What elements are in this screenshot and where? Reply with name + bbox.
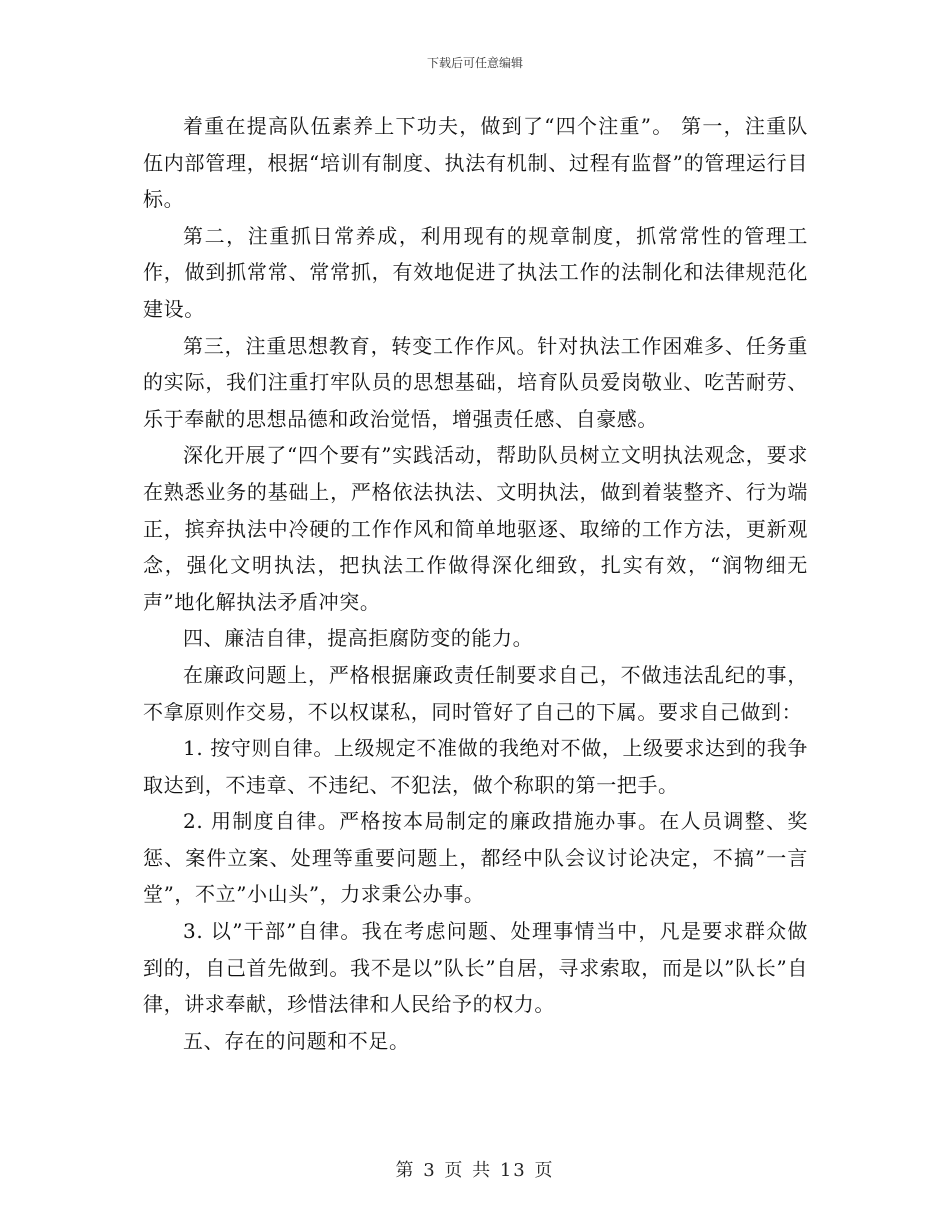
- paragraph-6: 在廉政问题上，严格根据廉政责任制要求自己，不做违法乱纪的事，不拿原则作交易，不以权谋私，同时管好了自己的下属。要求自己做到：: [143, 662, 808, 724]
- list-item-2: 2. 用制度自律。严格按本局制定的廉政措施办事。在人员调整、奖惩、案件立案、处理等重要问题上，都经中队会议讨论决定，不搞”一言堂”，不立”小山头”，力求秉公办事。: [143, 809, 808, 907]
- page-footer: 第 3 页 共 13 页: [395, 1160, 555, 1181]
- section-heading-4: 四、廉洁自律，提高拒腐防变的能力。: [183, 626, 534, 651]
- page-header: 下载后可任意编辑: [426, 56, 523, 70]
- paragraph-2: 第二，注重抓日常养成，利用现有的规章制度，抓常常性的管理工作，做到抓常常、常常抓，有效地促进了执法工作的法制化和法律规范化建设。: [143, 223, 808, 321]
- list-item-1: 1. 按守则自律。上级规定不准做的我绝对不做，上级要求达到的我争取达到，不违章、不违纪、不犯法，做个称职的第一把手。: [143, 736, 808, 797]
- paragraph-4: 深化开展了“四个要有”实践活动，帮助队员树立文明执法观念，要求在熟悉业务的基础上，严格依法执法、文明执法，做到着装整齐、行为端正，摈弃执法中冷硬的工作作风和简单地驱逐、取缔的工作方法，更新观念，强化文明执法，把执法工作做得深化细致，扎实有效，“润物细无声”地化解执法矛盾冲突。: [143, 443, 808, 614]
- section-heading-5: 五、存在的问题和不足。: [183, 1028, 410, 1053]
- list-item-3: 3. 以”干部”自律。我在考虑问题、处理事情当中，凡是要求群众做到的，自己首先做到。我不是以”队长”自居，寻求索取，而是以”队长”自律，讲求奉献，珍惜法律和人民给予的权力。: [143, 919, 808, 1017]
- document-body: [143, 108, 808, 1059]
- paragraph-3: 第三，注重思想教育，转变工作作风。针对执法工作困难多、任务重的实际，我们注重打牢队员的思想基础，培育队员爱岗敬业、吃苦耐劳、乐于奉献的思想品德和政治觉悟，增强责任感、自豪感。: [143, 333, 808, 431]
- paragraph-1: 着重在提高队伍素养上下功夫，做到了“四个注重”。 第一，注重队伍内部管理，根据“培训有制度、执法有机制、过程有监督”的管理运行目标。: [143, 114, 808, 212]
